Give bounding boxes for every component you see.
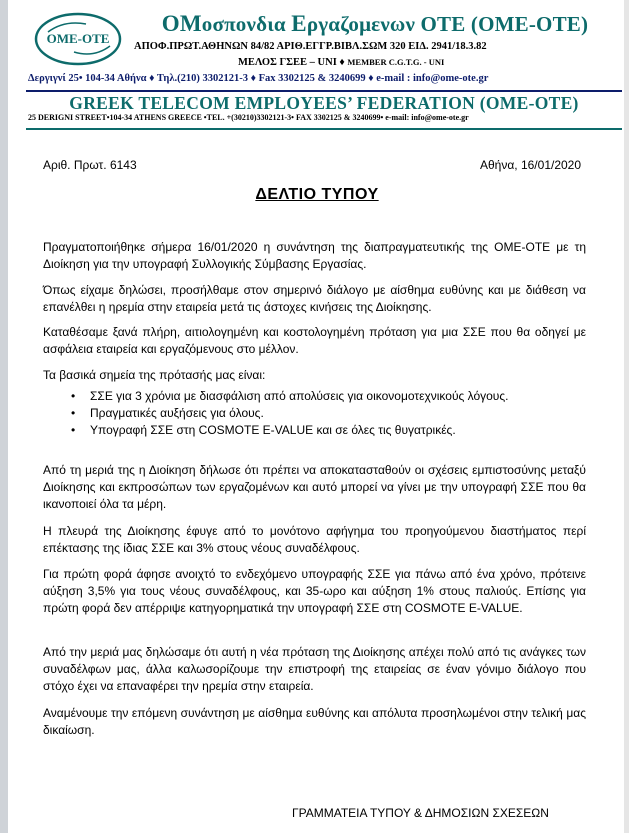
federation-title-greek: ΟΜοσπονδια Εργαζομενων ΟΤΕ (ΟΜΕ-ΟΤΕ): [161, 11, 589, 36]
window-edge-left: [0, 0, 8, 833]
window-edge-right: [624, 0, 629, 833]
document-date: Αθήνα, 16/01/2020: [480, 158, 582, 172]
page-title: ΔΕΛΤΙΟ ΤΥΠΟΥ: [255, 186, 379, 203]
address-english: 25 DERIGNI STREET•104-34 ATHENS GREECE •TEL. +(30210)3302121-3• FAX 3302125 & 3240699• e-mail: info@ome-ote.gr: [28, 113, 469, 122]
header-divider-green: [26, 128, 622, 130]
ome-ote-logo: [34, 12, 122, 66]
paragraph: Όπως είχαμε δηλώσει, προσήλθαμε στον σημερινό διάλογο με αίσθημα ευθύνης και με διάθεση να επανέλθει η ηρεμία στην εταιρεία μετά τις άστοχες κινήσεις της Διοίκησης.: [43, 283, 586, 314]
list-item: • Υπογραφή ΣΣΕ στη COSMOTE E-VALUE και σε όλες τις θυγατρικές.: [71, 423, 456, 437]
list-item: • ΣΣΕ για 3 χρόνια με διασφάλιση από απολύσεις για οικονομοτεχνικούς λόγους.: [71, 389, 509, 403]
protocol-number: Αριθ. Πρωτ. 6143: [43, 158, 137, 172]
federation-title-english: GREEK TELECOM EMPLOYEES’ FEDERATION (OME-OTE): [69, 93, 579, 113]
header-divider-navy: [26, 90, 622, 92]
signature-line: ΓΡΑΜΜΑΤΕΙΑ ΤΥΠΟΥ & ΔΗΜΟΣΙΩΝ ΣΧΕΣΕΩΝ: [292, 806, 549, 820]
bullet-icon: •: [71, 423, 76, 437]
paragraph: Από τη μεριά της η Διοίκηση δήλωσε ότι πρέπει να αποκατασταθούν οι σχέσεις εμπιστοσύνης μεταξύ Διοίκησης και εκπροσώπων των εργαζομένων και αυτό μπορεί να γίνει με την υπογραφή ΣΣΕ που θα ικανοποιεί όλα τα μέρη.: [43, 463, 586, 511]
paragraph: Καταθέσαμε ξανά πλήρη, αιτιολογημένη και κοστολογημένη πρόταση για μια ΣΣΕ που θα οδηγεί με ασφάλεια εταιρεία και εργαζόμενους στο μέλλον.: [43, 325, 586, 356]
proposal-points-list: [43, 388, 586, 439]
membership-line: ΜΕΛΟΣ ΓΣΕΕ – UNI ♦ MEMBER C.G.T.G. - UNI: [238, 57, 445, 68]
bullet-icon: •: [71, 389, 76, 403]
bullet-icon: •: [71, 406, 76, 420]
logo-text: ΟΜΕ-ΟΤΕ: [46, 31, 110, 46]
document-page: [10, 0, 624, 833]
paragraph: Πραγματοποιήθηκε σήμερα 16/01/2020 η συνάντηση της διαπραγματευτικής της ΟΜΕ-ΟΤΕ με τη Διοίκηση για την υπογραφή Συλλογικής Σύμβασης Εργασίας.: [43, 240, 586, 271]
registration-line: ΑΠΟΦ.ΠΡΩΤ.ΑΘΗΝΩΝ 84/82 ΑΡΙΘ.ΕΓΓΡ.ΒΙΒΛ.ΣΩΜ 320 ΕΙΔ. 2941/18.3.82: [134, 41, 487, 52]
address-greek: Δεργιγνί 25• 104-34 Αθήνα ♦ Τηλ.(210) 3302121-3 ♦ Fax 3302125 & 3240699 ♦ e-mail : info@ome-ote.gr: [28, 73, 489, 84]
paragraph: Για πρώτη φορά άφησε ανοιχτό το ενδεχόμενο υπογραφής ΣΣΕ για πάνω από ένα χρόνο, πρότεινε αύξηση 3,5% για τους νέους συναδέλφους, και 35-ωρο και αύξηση 1% στους παλιούς. Επίσης για πρώτη φορά δεν απέρριψε κατηγορηματικά την υπογραφή ΣΣΕ στη COSMOTE E-VALUE.: [43, 567, 586, 615]
list-item: • Πραγματικές αυξήσεις για όλους.: [71, 406, 264, 420]
paragraph: Η πλευρά της Διοίκησης έφυγε από το μονότονο αφήγημα του προηγούμενου διαστήματος περί επέκτασης της ίδιας ΣΣΕ και 3% στους νέους συναδέλφους.: [43, 524, 586, 555]
paragraph: Τα βασικά σημεία της πρότασής μας είναι:: [43, 368, 266, 382]
paragraph: Αναμένουμε την επόμενη συνάντηση με αίσθημα ευθύνης και απόλυτα προσηλωμένοι στην τελική μας δικαίωση.: [43, 706, 586, 737]
paragraph: Από την μεριά μας δηλώσαμε ότι αυτή η νέα πρόταση της Διοίκησης απέχει πολύ από τις ανάγκες των συναδέλφων μας, άλλα καλωσορίζουμε την επιστροφή της εταιρείας σε έναν γόνιμο διάλογο που στόχο έχει να επαναφέρει την ηρεμία στην εταιρεία.: [43, 645, 586, 693]
